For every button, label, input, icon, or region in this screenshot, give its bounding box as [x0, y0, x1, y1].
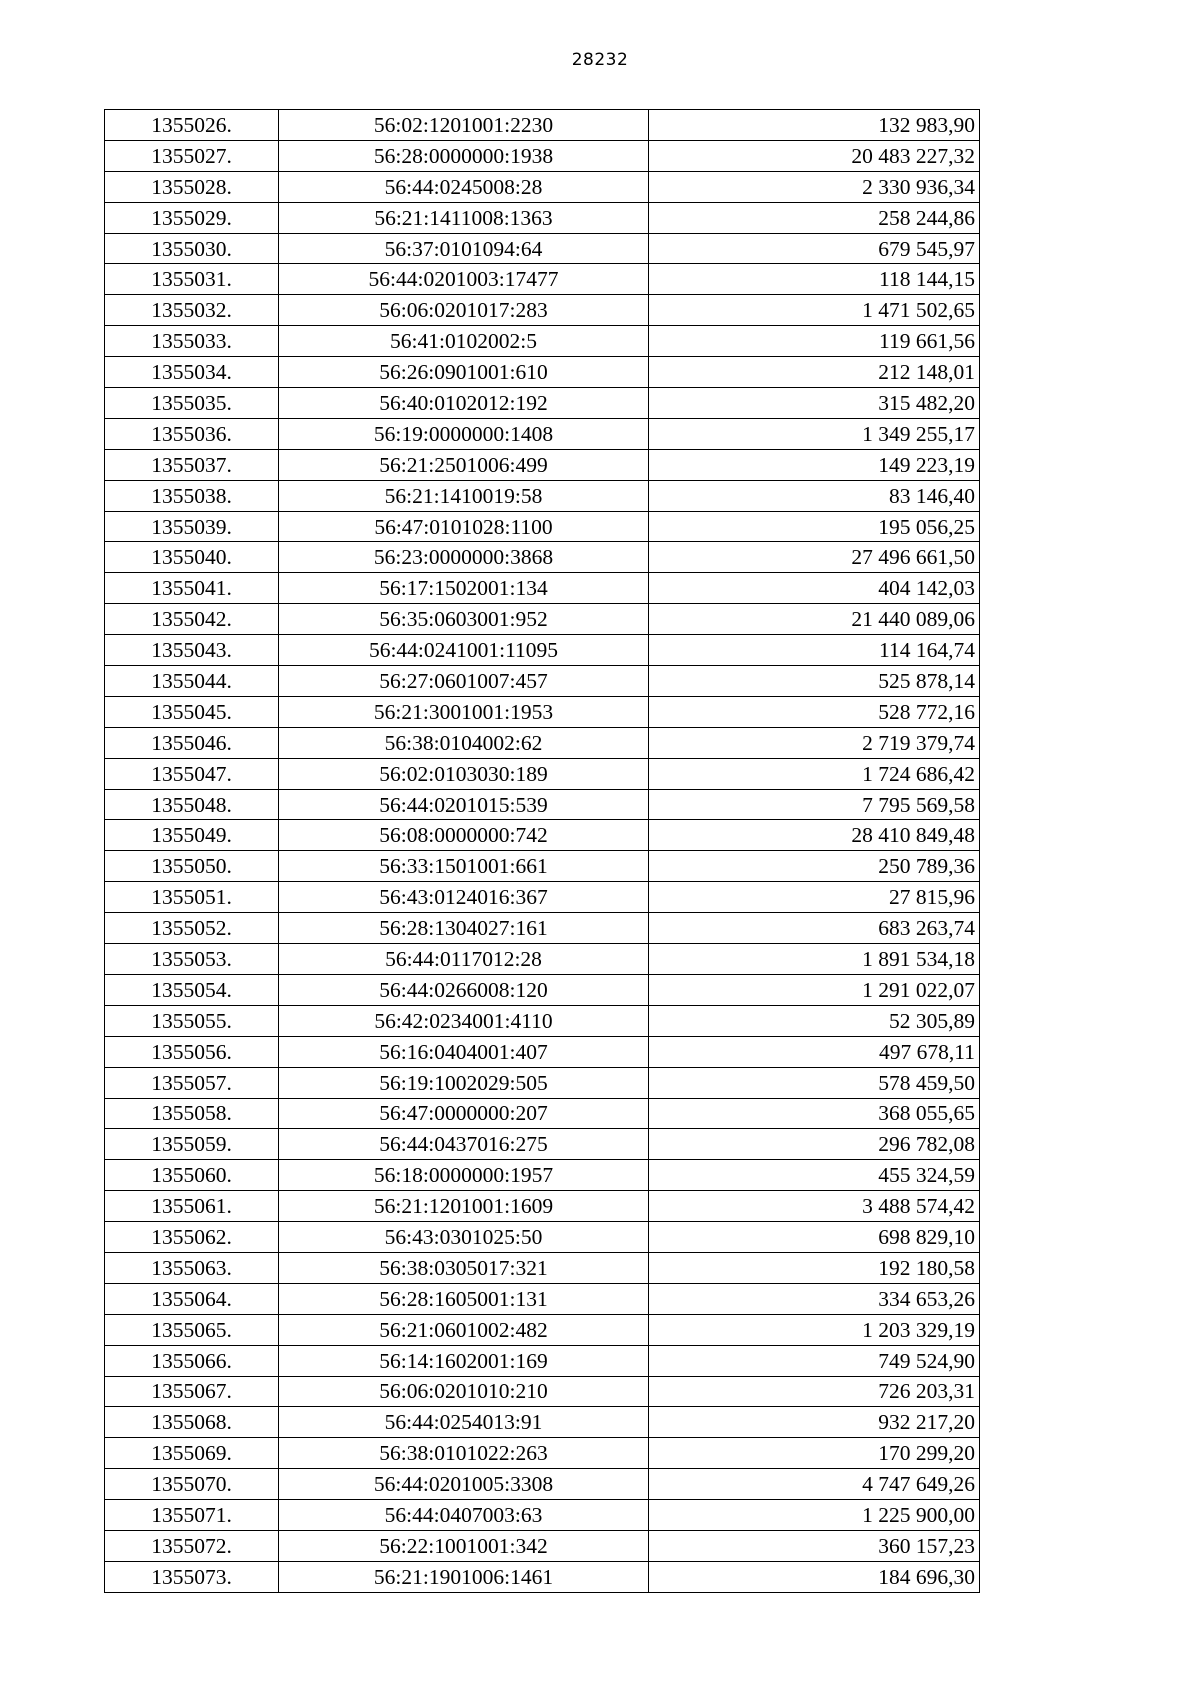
table-row — [105, 1345, 980, 1376]
cadastral-number-cell: 56:44:0201015:539 — [279, 789, 649, 820]
table-row — [105, 1561, 980, 1592]
cadastral-number-cell: 56:26:0901001:610 — [279, 357, 649, 388]
value-cell: 2 719 379,74 — [649, 727, 980, 758]
row-number-cell: 1355065. — [105, 1314, 279, 1345]
value-cell: 698 829,10 — [649, 1222, 980, 1253]
value-cell: 315 482,20 — [649, 388, 980, 419]
row-number-cell: 1355034. — [105, 357, 279, 388]
row-number-cell: 1355027. — [105, 140, 279, 171]
value-cell: 184 696,30 — [649, 1561, 980, 1592]
cadastral-number-cell: 56:27:0601007:457 — [279, 666, 649, 697]
cadastral-number-cell: 56:44:0254013:91 — [279, 1407, 649, 1438]
table-row — [105, 295, 980, 326]
table-row — [105, 1376, 980, 1407]
table-row — [105, 1036, 980, 1067]
value-cell: 1 349 255,17 — [649, 418, 980, 449]
row-number-cell: 1355040. — [105, 542, 279, 573]
table-row — [105, 449, 980, 480]
cadastral-number-cell: 56:21:1411008:1363 — [279, 202, 649, 233]
value-cell: 83 146,40 — [649, 480, 980, 511]
cadastral-number-cell: 56:41:0102002:5 — [279, 326, 649, 357]
table-row — [105, 1469, 980, 1500]
value-cell: 2 330 936,34 — [649, 171, 980, 202]
table-row — [105, 418, 980, 449]
row-number-cell: 1355048. — [105, 789, 279, 820]
row-number-cell: 1355064. — [105, 1283, 279, 1314]
table-row — [105, 1222, 980, 1253]
value-cell: 932 217,20 — [649, 1407, 980, 1438]
table-row — [105, 480, 980, 511]
table-row — [105, 1252, 980, 1283]
value-cell: 679 545,97 — [649, 233, 980, 264]
table-row — [105, 1098, 980, 1129]
row-number-cell: 1355032. — [105, 295, 279, 326]
row-number-cell: 1355053. — [105, 944, 279, 975]
cadastral-number-cell: 56:21:1410019:58 — [279, 480, 649, 511]
table-row — [105, 326, 980, 357]
value-cell: 360 157,23 — [649, 1530, 980, 1561]
cadastral-number-cell: 56:19:0000000:1408 — [279, 418, 649, 449]
cadastral-number-cell: 56:06:0201017:283 — [279, 295, 649, 326]
value-cell: 192 180,58 — [649, 1252, 980, 1283]
cadastral-number-cell: 56:16:0404001:407 — [279, 1036, 649, 1067]
value-cell: 455 324,59 — [649, 1160, 980, 1191]
value-cell: 683 263,74 — [649, 913, 980, 944]
value-cell: 28 410 849,48 — [649, 820, 980, 851]
value-cell: 578 459,50 — [649, 1067, 980, 1098]
value-cell: 149 223,19 — [649, 449, 980, 480]
row-number-cell: 1355028. — [105, 171, 279, 202]
row-number-cell: 1355043. — [105, 635, 279, 666]
table-row — [105, 944, 980, 975]
cadastral-number-cell: 56:14:1602001:169 — [279, 1345, 649, 1376]
value-cell: 749 524,90 — [649, 1345, 980, 1376]
value-cell: 528 772,16 — [649, 696, 980, 727]
table-row — [105, 1407, 980, 1438]
row-number-cell: 1355071. — [105, 1500, 279, 1531]
value-cell: 132 983,90 — [649, 110, 980, 141]
value-cell: 52 305,89 — [649, 1005, 980, 1036]
table-row — [105, 1129, 980, 1160]
row-number-cell: 1355033. — [105, 326, 279, 357]
row-number-cell: 1355069. — [105, 1438, 279, 1469]
cadastral-number-cell: 56:44:0201003:17477 — [279, 264, 649, 295]
cadastral-number-cell: 56:44:0117012:28 — [279, 944, 649, 975]
value-cell: 1 891 534,18 — [649, 944, 980, 975]
row-number-cell: 1355062. — [105, 1222, 279, 1253]
table-row — [105, 1530, 980, 1561]
row-number-cell: 1355063. — [105, 1252, 279, 1283]
value-cell: 404 142,03 — [649, 573, 980, 604]
table-row — [105, 1067, 980, 1098]
table-row — [105, 202, 980, 233]
row-number-cell: 1355026. — [105, 110, 279, 141]
row-number-cell: 1355038. — [105, 480, 279, 511]
table-row — [105, 913, 980, 944]
table-body — [105, 110, 980, 1593]
table-row — [105, 604, 980, 635]
table-row — [105, 171, 980, 202]
row-number-cell: 1355070. — [105, 1469, 279, 1500]
value-cell: 195 056,25 — [649, 511, 980, 542]
table-row — [105, 696, 980, 727]
row-number-cell: 1355054. — [105, 974, 279, 1005]
value-cell: 258 244,86 — [649, 202, 980, 233]
row-number-cell: 1355030. — [105, 233, 279, 264]
cadastral-number-cell: 56:02:0103030:189 — [279, 758, 649, 789]
value-cell: 1 225 900,00 — [649, 1500, 980, 1531]
value-cell: 20 483 227,32 — [649, 140, 980, 171]
table-row — [105, 1005, 980, 1036]
cadastral-number-cell: 56:21:3001001:1953 — [279, 696, 649, 727]
cadastral-number-cell: 56:43:0124016:367 — [279, 882, 649, 913]
cadastral-number-cell: 56:42:0234001:4110 — [279, 1005, 649, 1036]
row-number-cell: 1355052. — [105, 913, 279, 944]
row-number-cell: 1355039. — [105, 511, 279, 542]
cadastral-number-cell: 56:17:1502001:134 — [279, 573, 649, 604]
table-row — [105, 882, 980, 913]
value-cell: 296 782,08 — [649, 1129, 980, 1160]
cadastral-number-cell: 56:44:0241001:11095 — [279, 635, 649, 666]
cadastral-number-cell: 56:19:1002029:505 — [279, 1067, 649, 1098]
row-number-cell: 1355036. — [105, 418, 279, 449]
cadastral-number-cell: 56:44:0245008:28 — [279, 171, 649, 202]
table-row — [105, 1314, 980, 1345]
table-row — [105, 1191, 980, 1222]
row-number-cell: 1355050. — [105, 851, 279, 882]
value-cell: 170 299,20 — [649, 1438, 980, 1469]
row-number-cell: 1355049. — [105, 820, 279, 851]
value-cell: 726 203,31 — [649, 1376, 980, 1407]
table-row — [105, 974, 980, 1005]
value-cell: 27 496 661,50 — [649, 542, 980, 573]
row-number-cell: 1355067. — [105, 1376, 279, 1407]
cadastral-number-cell: 56:21:2501006:499 — [279, 449, 649, 480]
value-cell: 497 678,11 — [649, 1036, 980, 1067]
table-row — [105, 573, 980, 604]
cadastral-number-cell: 56:37:0101094:64 — [279, 233, 649, 264]
row-number-cell: 1355029. — [105, 202, 279, 233]
table-row — [105, 1438, 980, 1469]
cadastral-number-cell: 56:28:0000000:1938 — [279, 140, 649, 171]
table-row — [105, 666, 980, 697]
table-row — [105, 264, 980, 295]
cadastral-number-cell: 56:18:0000000:1957 — [279, 1160, 649, 1191]
row-number-cell: 1355051. — [105, 882, 279, 913]
table-row — [105, 140, 980, 171]
row-number-cell: 1355044. — [105, 666, 279, 697]
table-row — [105, 110, 980, 141]
value-cell: 1 291 022,07 — [649, 974, 980, 1005]
row-number-cell: 1355072. — [105, 1530, 279, 1561]
table-row — [105, 1283, 980, 1314]
row-number-cell: 1355047. — [105, 758, 279, 789]
table-row — [105, 789, 980, 820]
value-cell: 3 488 574,42 — [649, 1191, 980, 1222]
table-row — [105, 233, 980, 264]
value-cell: 114 164,74 — [649, 635, 980, 666]
value-cell: 119 661,56 — [649, 326, 980, 357]
cadastral-number-cell: 56:38:0305017:321 — [279, 1252, 649, 1283]
cadastral-number-cell: 56:21:1901006:1461 — [279, 1561, 649, 1592]
table-row — [105, 388, 980, 419]
row-number-cell: 1355031. — [105, 264, 279, 295]
cadastral-number-cell: 56:44:0407003:63 — [279, 1500, 649, 1531]
value-cell: 1 724 686,42 — [649, 758, 980, 789]
row-number-cell: 1355073. — [105, 1561, 279, 1592]
value-cell: 250 789,36 — [649, 851, 980, 882]
value-cell: 1 203 329,19 — [649, 1314, 980, 1345]
table-row — [105, 820, 980, 851]
value-cell: 1 471 502,65 — [649, 295, 980, 326]
row-number-cell: 1355058. — [105, 1098, 279, 1129]
row-number-cell: 1355061. — [105, 1191, 279, 1222]
cadastral-number-cell: 56:23:0000000:3868 — [279, 542, 649, 573]
cadastral-number-cell: 56:21:0601002:482 — [279, 1314, 649, 1345]
cadastral-number-cell: 56:47:0000000:207 — [279, 1098, 649, 1129]
row-number-cell: 1355037. — [105, 449, 279, 480]
cadastral-number-cell: 56:38:0101022:263 — [279, 1438, 649, 1469]
value-cell: 368 055,65 — [649, 1098, 980, 1129]
value-cell: 212 148,01 — [649, 357, 980, 388]
row-number-cell: 1355059. — [105, 1129, 279, 1160]
table-row — [105, 727, 980, 758]
cadastral-number-cell: 56:02:1201001:2230 — [279, 110, 649, 141]
value-cell: 7 795 569,58 — [649, 789, 980, 820]
row-number-cell: 1355046. — [105, 727, 279, 758]
row-number-cell: 1355066. — [105, 1345, 279, 1376]
row-number-cell: 1355042. — [105, 604, 279, 635]
row-number-cell: 1355041. — [105, 573, 279, 604]
data-table — [104, 109, 980, 1593]
table-row — [105, 635, 980, 666]
table-row — [105, 1160, 980, 1191]
value-cell: 334 653,26 — [649, 1283, 980, 1314]
cadastral-number-cell: 56:47:0101028:1100 — [279, 511, 649, 542]
table-row — [105, 511, 980, 542]
row-number-cell: 1355057. — [105, 1067, 279, 1098]
value-cell: 118 144,15 — [649, 264, 980, 295]
row-number-cell: 1355056. — [105, 1036, 279, 1067]
cadastral-number-cell: 56:35:0603001:952 — [279, 604, 649, 635]
cadastral-number-cell: 56:40:0102012:192 — [279, 388, 649, 419]
table-row — [105, 357, 980, 388]
table-row — [105, 851, 980, 882]
cadastral-number-cell: 56:08:0000000:742 — [279, 820, 649, 851]
cadastral-number-cell: 56:22:1001001:342 — [279, 1530, 649, 1561]
cadastral-number-cell: 56:06:0201010:210 — [279, 1376, 649, 1407]
table-row — [105, 1500, 980, 1531]
table-row — [105, 758, 980, 789]
row-number-cell: 1355045. — [105, 696, 279, 727]
row-number-cell: 1355068. — [105, 1407, 279, 1438]
row-number-cell: 1355060. — [105, 1160, 279, 1191]
cadastral-number-cell: 56:21:1201001:1609 — [279, 1191, 649, 1222]
cadastral-number-cell: 56:44:0266008:120 — [279, 974, 649, 1005]
value-cell: 21 440 089,06 — [649, 604, 980, 635]
cadastral-number-cell: 56:28:1304027:161 — [279, 913, 649, 944]
cadastral-number-cell: 56:43:0301025:50 — [279, 1222, 649, 1253]
row-number-cell: 1355035. — [105, 388, 279, 419]
cadastral-number-cell: 56:38:0104002:62 — [279, 727, 649, 758]
table-row — [105, 542, 980, 573]
cadastral-number-cell: 56:33:1501001:661 — [279, 851, 649, 882]
cadastral-number-cell: 56:44:0437016:275 — [279, 1129, 649, 1160]
value-cell: 525 878,14 — [649, 666, 980, 697]
page-number: 28232 — [571, 50, 629, 70]
value-cell: 27 815,96 — [649, 882, 980, 913]
row-number-cell: 1355055. — [105, 1005, 279, 1036]
cadastral-number-cell: 56:44:0201005:3308 — [279, 1469, 649, 1500]
cadastral-number-cell: 56:28:1605001:131 — [279, 1283, 649, 1314]
value-cell: 4 747 649,26 — [649, 1469, 980, 1500]
